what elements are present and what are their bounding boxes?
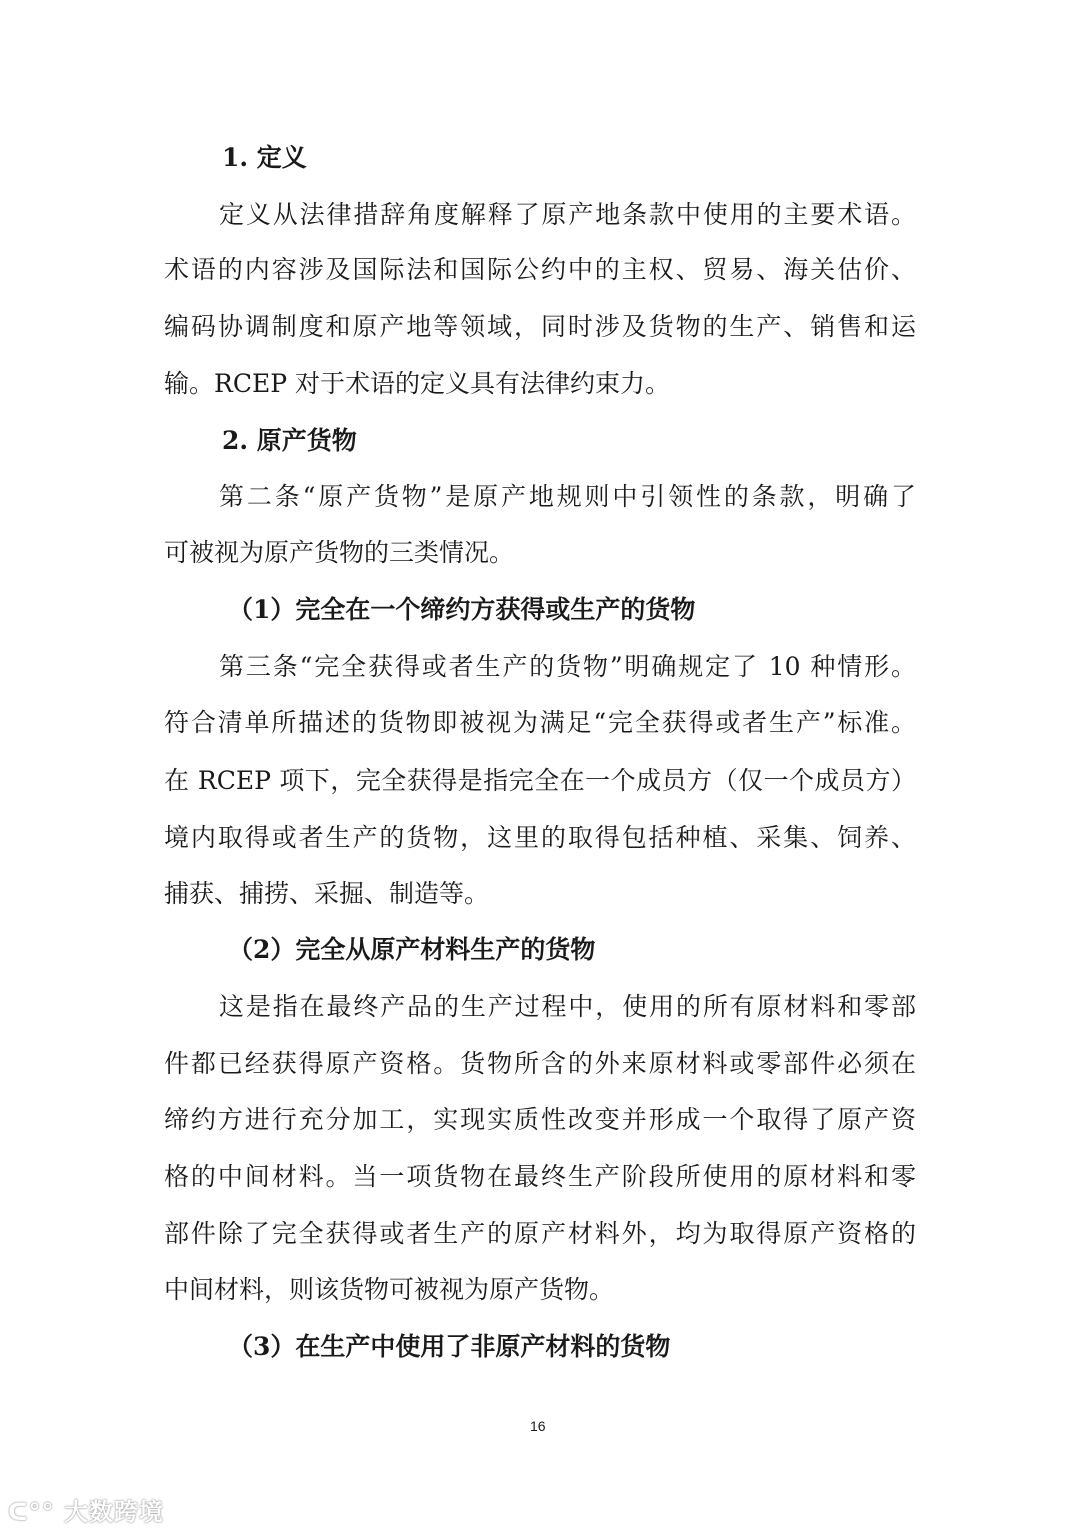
- paragraph-line: 中间材料，则该货物可被视为原产货物。: [164, 1275, 615, 1304]
- section-2-heading: 2. 原产货物: [222, 426, 357, 455]
- paragraph-line: 术语的内容涉及国际法和国际公约中的主权、贸易、海关估价、: [164, 255, 916, 284]
- logo-icon: ᑕ°°: [8, 1498, 55, 1526]
- page-number: 16: [530, 1418, 546, 1434]
- paragraph-line: 格的中间材料。当一项货物在最终生产阶段所使用的原材料和零: [164, 1162, 916, 1191]
- paragraph-line: 境内取得或者生产的货物，这里的取得包括种植、采集、饲养、: [164, 823, 916, 852]
- paragraph-line: 可被视为原产货物的三类情况。: [164, 538, 515, 567]
- paragraph-line: 定义从法律措辞角度解释了原产地条款中使用的主要术语。: [219, 200, 916, 229]
- paragraph-line: 部件除了完全获得或者生产的原产材料外，均为取得原产资格的: [164, 1219, 916, 1248]
- watermark-logo: [8, 1492, 164, 1527]
- paragraph-line: 在 RCEP 项下，完全获得是指完全在一个成员方（仅一个成员方）: [164, 766, 916, 795]
- subsection-2-heading: （2）完全从原产材料生产的货物: [228, 935, 596, 964]
- paragraph-line: 缔约方进行充分加工，实现实质性改变并形成一个取得了原产资: [164, 1105, 916, 1134]
- paragraph-line: 编码协调制度和原产地等领域，同时涉及货物的生产、销售和运: [164, 312, 916, 341]
- paragraph-line: 符合清单所描述的货物即被视为满足“完全获得或者生产”标准。: [164, 708, 916, 737]
- watermark-text: 大数跨境: [63, 1498, 164, 1526]
- paragraph-line: 件都已经获得原产资格。货物所含的外来原材料或零部件必须在: [164, 1049, 916, 1078]
- section-1-heading: 1. 定义: [222, 143, 307, 172]
- paragraph-line: 第三条“完全获得或者生产的货物”明确规定了 10 种情形。: [219, 652, 916, 681]
- subsection-1-heading: （1）完全在一个缔约方获得或生产的货物: [228, 595, 696, 624]
- paragraph-line: 输。RCEP 对于术语的定义具有法律约束力。: [164, 369, 670, 398]
- paragraph-line: 第二条“原产货物”是原产地规则中引领性的条款，明确了: [219, 482, 916, 511]
- paragraph-line: 捕获、捕捞、采掘、制造等。: [164, 879, 490, 908]
- paragraph-line: 这是指在最终产品的生产过程中，使用的所有原材料和零部: [219, 992, 916, 1021]
- subsection-3-heading: （3）在生产中使用了非原产材料的货物: [228, 1332, 671, 1361]
